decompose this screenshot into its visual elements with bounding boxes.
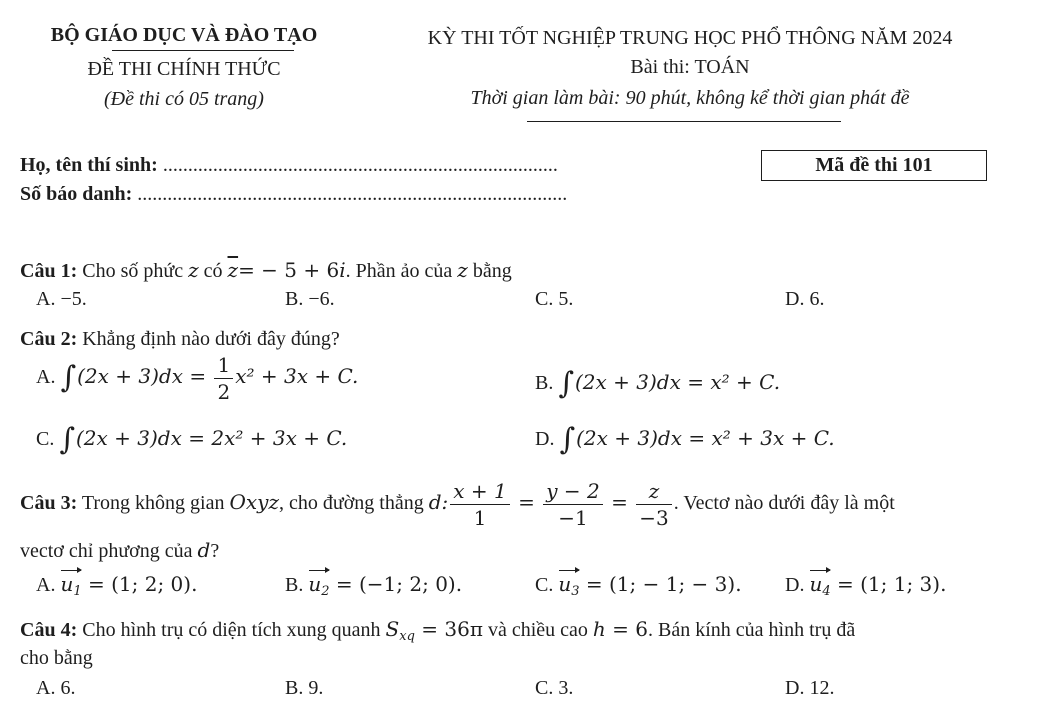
- math-var: z: [188, 258, 199, 282]
- question-2-number: Câu 2:: [20, 328, 78, 350]
- option-label: D.: [785, 574, 805, 596]
- option-label: B.: [285, 574, 304, 596]
- math-expr: = 36π: [414, 617, 483, 641]
- option-label: C.: [36, 428, 55, 450]
- option-label: A.: [36, 574, 56, 596]
- question-1-text: Cho số phức: [82, 260, 184, 282]
- student-id-label: Số báo danh:: [20, 183, 133, 205]
- fraction: [214, 352, 233, 405]
- student-id-dots: ......................................................................................: [137, 183, 568, 205]
- option-label: D.: [535, 428, 555, 450]
- question-4: [20, 617, 855, 644]
- question-4-text: Cho hình trụ có diện tích xung quanh: [82, 619, 381, 641]
- question-3-number: Câu 3:: [20, 492, 78, 515]
- official-label: ĐỀ THI CHÍNH THỨC: [87, 58, 281, 80]
- math-expr: (2x + 3)dx =: [574, 370, 711, 394]
- math-expr: x² + C.: [710, 370, 781, 394]
- q3-option-b[interactable]: [285, 572, 462, 599]
- student-id-row: [20, 183, 567, 206]
- math-var: d: [197, 538, 211, 562]
- math-expr: (2x + 3)dx =: [576, 426, 712, 450]
- q1-option-b[interactable]: B. −6.: [285, 288, 335, 310]
- integral-sign: ∫: [60, 360, 77, 396]
- math-expr: = (1; 1; 3).: [830, 572, 947, 596]
- math-expr: 2x² + 3x + C.: [211, 426, 348, 450]
- question-3: Câu 3: Trong không gian Oxyz, cho đường thẳng d: $\frac{x + 1}{1}$ = $\frac{y - 2}{-1}$ = $\frac{z}{-3}$ . Vectơ nào dưới đây là một: [20, 479, 895, 530]
- option-label: C.: [535, 574, 554, 596]
- option-label: A.: [36, 366, 56, 389]
- ministry-title: BỘ GIÁO DỤC VÀ ĐÀO TẠO: [50, 24, 318, 46]
- fraction-den: −1: [543, 504, 603, 531]
- exam-title: KỲ THI TỐT NGHIỆP TRUNG HỌC PHỔ THÔNG NĂM 2024: [427, 27, 953, 49]
- student-name-dots: ...............................................................................: [162, 154, 558, 176]
- fraction: [543, 478, 603, 531]
- vector: $u_3$: [558, 572, 580, 599]
- student-name-row: [20, 154, 558, 177]
- question-3-cont: [20, 538, 219, 563]
- question-2: [20, 328, 340, 351]
- question-4-text: . Bán kính của hình trụ đã: [648, 619, 856, 641]
- math-var: i: [339, 258, 346, 282]
- vector: $u_4$: [809, 572, 831, 599]
- q1-option-d[interactable]: D. 6.: [785, 288, 825, 310]
- q2-option-b[interactable]: [535, 366, 780, 401]
- math-expr: x² + 3x + C.: [711, 426, 835, 450]
- q4-option-d[interactable]: D. 12.: [785, 677, 835, 699]
- fraction-den: −3: [636, 504, 671, 531]
- math-var: z: [457, 258, 468, 282]
- math-expr: = (1; 2; 0).: [81, 572, 198, 596]
- fraction-den: 2: [214, 378, 233, 405]
- ministry-underline: [112, 50, 294, 51]
- fraction: [636, 478, 671, 531]
- integral-sign: ∫: [558, 366, 574, 401]
- question-1-text: . Phần ảo của: [345, 260, 453, 282]
- q1-option-a[interactable]: A. −5.: [36, 288, 87, 310]
- time-note: Thời gian làm bài: 90 phút, không kể thời gian phát đề: [470, 87, 910, 109]
- question-3-text: Trong không gian: [81, 492, 225, 515]
- math-expr: = (−1; 2; 0).: [329, 572, 463, 596]
- math-sub: xq: [399, 629, 415, 644]
- fraction-num: y − 2: [546, 479, 600, 503]
- q2-option-d[interactable]: [535, 422, 835, 457]
- math-conjugate: $\overline{z}$: [227, 258, 239, 282]
- q2-option-a[interactable]: [36, 352, 358, 405]
- question-2-text: Khẳng định nào dưới đây đúng?: [82, 328, 340, 350]
- q4-option-a[interactable]: A. 6.: [36, 677, 76, 699]
- math-expr: = 6: [605, 617, 649, 641]
- integral-sign: ∫: [59, 422, 75, 457]
- question-3-text: vectơ chỉ phương của: [20, 540, 193, 562]
- q4-option-b[interactable]: B. 9.: [285, 677, 324, 699]
- q3-option-d[interactable]: [785, 572, 946, 599]
- fraction-num: 1: [217, 353, 231, 377]
- student-name-label: Họ, tên thí sinh:: [20, 154, 158, 176]
- question-4-text: và chiều cao: [487, 619, 588, 641]
- fraction-num: x + 1: [453, 479, 507, 503]
- question-3-text: , cho đường thẳng: [279, 492, 424, 515]
- math-var: h: [592, 617, 606, 641]
- math-expr: = (1; − 1; − 3).: [579, 572, 742, 596]
- question-1-text: bằng: [472, 260, 512, 282]
- fraction-num: z: [648, 479, 660, 503]
- question-1: [20, 258, 512, 283]
- math-var: S: [385, 617, 400, 641]
- exam-code-box: Mã đề thi 101: [761, 150, 987, 181]
- q2-option-c[interactable]: [36, 422, 347, 457]
- q3-option-c[interactable]: [535, 572, 742, 599]
- vector: $u_2$: [308, 572, 330, 599]
- q1-option-c[interactable]: C. 5.: [535, 288, 574, 310]
- integral-sign: ∫: [559, 422, 576, 457]
- math-var: Oxyz: [229, 490, 279, 515]
- math-expr: (2x + 3)dx =: [75, 426, 212, 450]
- question-3-text: ?: [210, 540, 220, 562]
- question-1-number: Câu 1:: [20, 260, 78, 282]
- pages-note: (Đề thi có 05 trang): [104, 88, 264, 110]
- option-label: B.: [535, 372, 554, 394]
- q3-option-a[interactable]: [36, 572, 197, 599]
- time-underline: [527, 121, 841, 122]
- question-4-number: Câu 4:: [20, 619, 78, 641]
- question-1-text: có: [203, 260, 223, 282]
- question-3-text: . Vectơ nào dưới đây là một: [673, 492, 895, 515]
- q4-option-c[interactable]: C. 3.: [535, 677, 574, 699]
- math-var: d:: [428, 490, 449, 515]
- vector: $u_1$: [60, 572, 82, 599]
- question-4-cont: cho bằng: [20, 647, 93, 669]
- subject-label: Bài thi: TOÁN: [630, 56, 750, 78]
- fraction-den: 1: [450, 504, 509, 531]
- math-expr: = − 5 + 6: [238, 258, 340, 282]
- fraction: [450, 478, 509, 531]
- math-expr: (2x + 3)dx =: [77, 364, 213, 389]
- math-expr: x² + 3x + C.: [235, 364, 359, 389]
